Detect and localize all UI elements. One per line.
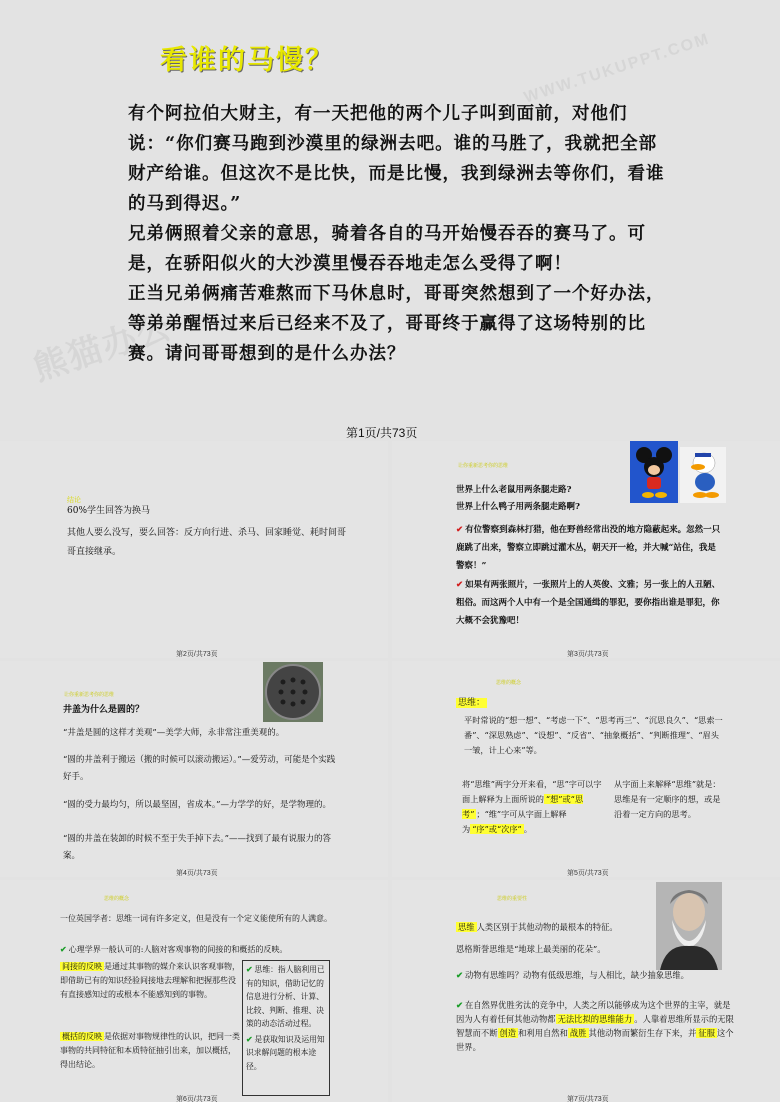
slide-6-box-2-text: 是获取知识及运用知识求解问题的根本途径。 bbox=[246, 1034, 325, 1071]
cross-icon: ✔ bbox=[456, 525, 464, 535]
slide-7-hl-2: 无法比拟的思维能力 bbox=[557, 1014, 633, 1024]
slide-2-label: 结论 bbox=[67, 496, 81, 504]
slide-1-para-2: 兄弟俩照着父亲的意思，骑着各自的马开始慢吞吞的赛马了。可是，在骄阳似火的大沙漠里慢吞吞地走怎么受得了啊！ bbox=[128, 224, 646, 274]
watermark-url: WWW.TUKUPPT.COM bbox=[521, 30, 713, 107]
slide-7-para-4c: 和利用自然和 bbox=[518, 1028, 568, 1038]
slide-5-label-text: 思维： bbox=[458, 698, 486, 708]
slide-6-hl-2: 概括的反映 bbox=[62, 1032, 102, 1041]
slide-6-para-2 bbox=[60, 942, 360, 957]
slide-7-para-4d: 其他动物而繁衍生存下来，并 bbox=[588, 1028, 697, 1038]
slide-7-hl-4: 战胜 bbox=[569, 1028, 587, 1038]
slide-3-header: 让你重新思考你的思维 bbox=[458, 463, 509, 469]
check-icon: ✔ bbox=[246, 965, 253, 974]
slide-5 bbox=[392, 661, 780, 877]
slide-5-left-a: 将“思维”两字分开来看，“思”字可以字面上解释为上面所说的 bbox=[462, 779, 602, 804]
slide-7-para-2: 恩格斯誉思维是“地球上最美丽的花朵”。 bbox=[456, 944, 606, 954]
slide-6-box-1 bbox=[246, 963, 326, 1031]
slide-1-title: 看谁的马慢？ bbox=[160, 45, 334, 76]
slide-1 bbox=[0, 0, 780, 440]
slide-5-left-hl-2: “序”或“次序” bbox=[472, 824, 522, 834]
slide-7-hl-5: 征服 bbox=[698, 1028, 715, 1038]
slide-7-para-4 bbox=[456, 998, 738, 1054]
manhole-image bbox=[263, 662, 323, 722]
slide-6-header: 思维的概念 bbox=[104, 896, 130, 902]
slide-3-bullet-2 bbox=[456, 576, 724, 630]
check-icon: ✔ bbox=[60, 944, 67, 954]
slide-5-left-hl-1: “想”或“思考” bbox=[462, 794, 584, 819]
slide-5-left-b: ；“维”字可从字面上解释为 bbox=[462, 809, 567, 834]
slide-6 bbox=[0, 880, 388, 1102]
slide-5-intro: 平时常说的“想一想”、“考虑一下”、“思考再三”、“沉思良久”、“思索一番”、“深思熟虑”、“设想”、“反省”、“抽象概括”、“判断推理”、“眉头一皱，计上心来”等。 bbox=[464, 715, 723, 755]
slide-7-para-3 bbox=[456, 968, 736, 982]
slide-4-answer-4: “圆的井盖在装卸的时候不至于失手掉下去。”——找到了最有说服力的答案。 bbox=[63, 834, 331, 861]
slide-6-para-3-text: 是通过其事物的媒介来认识客观事物，即借助已有的知识经验间接地去理解和把握那些没有直接感知过的或根本不能感知到的事物。 bbox=[60, 962, 240, 999]
slide-7-hl-3: 创造 bbox=[499, 1028, 517, 1038]
check-icon: ✔ bbox=[246, 1034, 253, 1044]
slide-5-label bbox=[456, 695, 487, 708]
slide-2 bbox=[0, 441, 388, 658]
slide-2-line-1: 60%学生回答为换马 bbox=[67, 506, 151, 516]
slide-1-footer: 第1页/共73页 bbox=[346, 426, 418, 440]
slide-6-para-3 bbox=[60, 960, 240, 1002]
slide-5-right: 从字面上来解释“思维”就是：思维是有一定顺序的想，或是沿着一定方向的思考。 bbox=[614, 779, 721, 819]
slide-7-para-4e: 这个世界。 bbox=[456, 1028, 734, 1052]
slide-3 bbox=[392, 441, 780, 658]
slide-7-header: 思维的重要性 bbox=[497, 896, 528, 902]
slide-6-footer: 第6页/共73页 bbox=[176, 1096, 218, 1102]
slide-4-answer-3: “圆的受力最均匀，所以最坚固，省成本。”—力学学的好，是学物理的。 bbox=[63, 800, 331, 810]
donald-image bbox=[680, 447, 726, 503]
slide-6-para-2-text: 心理学界一般认可的:人脑对客观事物的间接的和概括的反映。 bbox=[68, 945, 288, 954]
slide-7-para-1 bbox=[456, 920, 656, 934]
slide-6-box-2 bbox=[246, 1033, 326, 1074]
slide-7-para-1-text: 人类区别于其他动物的最根本的特征。 bbox=[476, 922, 618, 932]
engels-portrait bbox=[656, 882, 722, 970]
slide-5-left-c: 。 bbox=[523, 824, 532, 834]
slide-3-bullet-1 bbox=[456, 521, 724, 575]
slide-4-question: 井盖为什么是圆的？ bbox=[63, 705, 145, 715]
slide-6-para-4-text: 是依据对事物规律性的认识，把同一类事物的共同特征和本质特征抽引出来，加以概括，得出结论。 bbox=[60, 1032, 240, 1069]
slide-3-question-2: 世界上什么鸭子用两条腿走路啊? bbox=[456, 502, 580, 512]
slide-7-para-3-text: 动物有思维吗？动物有低级思维，与人相比，缺少抽象思维。 bbox=[464, 970, 689, 980]
slide-3-bullet-2-text: 如果有两张照片，一张照片上的人英俊、文雅；另一张上的人丑陋、粗俗。而这两个人中有一个是全国通缉的罪犯，要你指出谁是罪犯，你大概不会犹豫吧！ bbox=[456, 580, 721, 626]
slide-6-definition-box bbox=[242, 960, 330, 1096]
slide-7 bbox=[392, 880, 780, 1102]
cross-icon: ✔ bbox=[456, 580, 464, 590]
slide-5-left bbox=[462, 777, 602, 837]
check-icon: ✔ bbox=[456, 970, 463, 980]
slide-6-para-4 bbox=[60, 1030, 240, 1072]
slide-3-bullet-1-text: 有位警察到森林打猎，他在野兽经常出没的地方隐蔽起来。忽然一只鹿跳了出来，警察立即跳过灌木丛，朝天开一枪，并大喊“站住，我是警察！” bbox=[456, 525, 721, 571]
slide-3-question-1: 世界上什么老鼠用两条腿走路? bbox=[456, 485, 572, 495]
slide-1-para-3: 正当兄弟俩痛苦难熬而下马休息时，哥哥突然想到了一个好办法，等弟弟醒悟过来后已经来不及了，哥哥终于赢得了这场特别的比赛。请问哥哥想到的是什么办法？ bbox=[128, 284, 665, 364]
slide-6-para-1: 一位英国学者：思维一词有许多定义，但是没有一个定义能使所有的人满意。 bbox=[60, 914, 332, 923]
slide-5-footer: 第5页/共73页 bbox=[567, 870, 609, 877]
slide-2-line-2: 其他人要么没写，要么回答：反方向行进、杀马、回家睡觉、耗时间哥哥直接继承。 bbox=[67, 528, 347, 557]
mickey-image bbox=[630, 441, 678, 503]
check-icon: ✔ bbox=[456, 1000, 463, 1010]
slide-4-footer: 第4页/共73页 bbox=[176, 870, 218, 877]
slide-1-para-1: 有个阿拉伯大财主，有一天把他的两个儿子叫到面前，对他们说：“你们赛马跑到沙漠里的绿洲去吧。谁的马胜了，我就把全部财产给谁。但这次不是比快，而是比慢，我到绿洲去等你们，看谁的马到得迟。” bbox=[128, 104, 665, 214]
slide-4-header: 让你重新思考你的思维 bbox=[64, 692, 115, 698]
slide-4-answer-1: “井盖是圆的这样才美观”—美学大师，永非常注重美观的。 bbox=[63, 728, 285, 738]
slide-7-para-4b: 。人靠着思维所显示的无限智慧而不断 bbox=[456, 1014, 734, 1038]
slide-7-footer: 第7页/共73页 bbox=[567, 1096, 609, 1102]
slide-4 bbox=[0, 661, 388, 877]
slide-3-footer: 第3页/共73页 bbox=[567, 651, 609, 658]
slide-2-footer: 第2页/共73页 bbox=[176, 651, 218, 658]
watermark: 熊猫办公 bbox=[28, 307, 178, 389]
slide-4-answer-2: “圆的井盖利于搬运（搬的时候可以滚动搬运）。”—爱劳动，可能是个实践好手。 bbox=[63, 755, 336, 782]
slide-7-hl-1: 思维 bbox=[458, 922, 475, 932]
slide-6-box-1-text: 思维：指人脑利用已有的知识，借助记忆的信息进行分析、计算、比较、判断、推理、决策的动态活动过程。 bbox=[246, 965, 325, 1028]
slide-6-hl-1: 间接的反映 bbox=[62, 962, 102, 971]
slide-5-header: 思维的概念 bbox=[496, 680, 522, 686]
slide-7-para-4a: 在自然界优胜劣汰的竞争中，人类之所以能够成为这个世界的主宰，就是因为人有着任何其他动物都 bbox=[456, 1000, 731, 1024]
